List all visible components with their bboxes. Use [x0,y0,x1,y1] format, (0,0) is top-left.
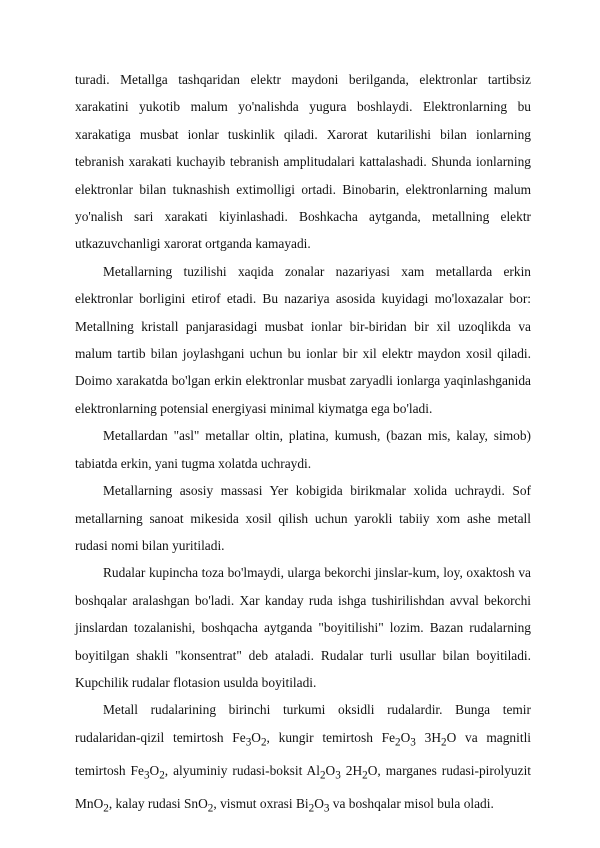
text-run: 3H [415,729,441,745]
text-run: Rudalar kupincha toza bo'lmaydi, ularga bekorchi jinslar-kum, loy, oxaktosh va boshqalar aralashgan bo'ladi. Xar kanday ruda ishga tushirilishdan avval bekorchi jinslardan tozalanishi, boshqacha aytganda "boyitilishi" lozim. Bazan rudalarning boyitilgan shakli "konsentrat" deb ataladi. Rudalar turli usullar bilan boyitiladi. Kupchilik rudalar flotasion usulda boyitiladi. [75,565,531,690]
subscript-text: 2 [308,802,315,815]
subscript-text: 2 [159,769,165,782]
text-run: , kungir temirtosh Fe [266,729,396,745]
text-run: O [400,729,411,745]
text-run: Metall rudalarining birinchi turkumi oksidli rudalardir. Bunga temir rudalaridan-qizil temirtosh Fe [75,702,531,745]
text-run: Metallarning asosiy massasi Yer kobigida birikmalar xolida uchraydi. Sof metallarning sanoat mikesida xosil qilish uchun yarokli tabiiy xom ashe metall rudasi nomi bilan yuritiladi. [75,483,531,553]
paragraph [75,477,531,559]
document-page [75,66,531,823]
text-run: O va magnitli temirtosh Fe [75,729,532,778]
text-run: , vismut oxrasi Bi [213,795,309,811]
text-run: O [149,762,160,778]
subscript-text: 3 [323,802,330,815]
text-run: turadi. Metallga tashqaridan elektr maydoni berilganda, elektronlar tartibsiz xarakatini yukotib malum yo'nalishda yugura boshlaydi. Elektronlarning bu xarakatiga musbat ionlar tuskinlik qiladi. Xarorat kutarilishi bilan ionlarning tebranish xarakati kuchayib tebranish amplitudalari kattalashadi. Shunda ionlarning elektronlar bilan tuknashish extimolligi ortadi. Binobarin, elektronlarning malum yo'nalish sari xarakati kiyinlashadi. Boshkacha aytganda, metallning elektr utkazuvchanligi xarorat ortganda kamayadi. [75,72,531,252]
subscript-text: 2 [319,769,326,782]
subscript-text: 3 [410,736,416,749]
paragraph [75,696,531,823]
paragraph [75,559,531,696]
subscript-text: 2 [395,736,401,749]
text-run: O [325,762,336,778]
subscript-text: 3 [335,769,341,782]
text-run: O [251,729,261,745]
text-run: O, marganes rudasi-pirolyuzit MnO [75,762,532,811]
text-run: O [314,795,324,811]
text-run: , kalay rudasi SnO [108,795,208,811]
text-run: Metallardan "asl" metallar oltin, platina, kumush, (bazan mis, kalay, simob) tabiatda erkin, yani tugma xolatda uchraydi. [75,428,531,471]
document-body [75,66,531,823]
subscript-text: 3 [245,736,252,749]
subscript-text: 3 [143,769,150,782]
subscript-text: 2 [441,736,447,749]
subscript-text: 2 [362,769,368,782]
text-run: Metallarning tuzilishi xaqida zonalar nazariyasi xam metallarda erkin elektronlar borligini etirof etadi. Bu nazariya asosida kuyidagi mo'loxazalar bor: Metallning kristall panjarasidagi musbat ionlar bir-biridan bir xil uzoqlikda va malum tartib bilan joylashgani uchun bu ionlar bir xil elektr maydon xosil qiladi. Doimo xarakatda bo'lgan erkin elektronlar musbat zaryadli ionlarga yaqinlashganida elektronlarning potensial energiyasi minimal kiymatga ega bo'ladi. [75,263,531,416]
text-run: , alyuminiy rudasi-boksit Al [164,762,320,778]
subscript-text: 2 [207,802,214,815]
paragraph [75,66,531,258]
text-run: 2H [340,762,363,778]
paragraph [75,422,531,477]
paragraph [75,258,531,422]
text-run: va boshqalar misol bula oladi. [329,795,494,811]
subscript-text: 2 [103,802,109,815]
subscript-text: 2 [260,736,267,749]
